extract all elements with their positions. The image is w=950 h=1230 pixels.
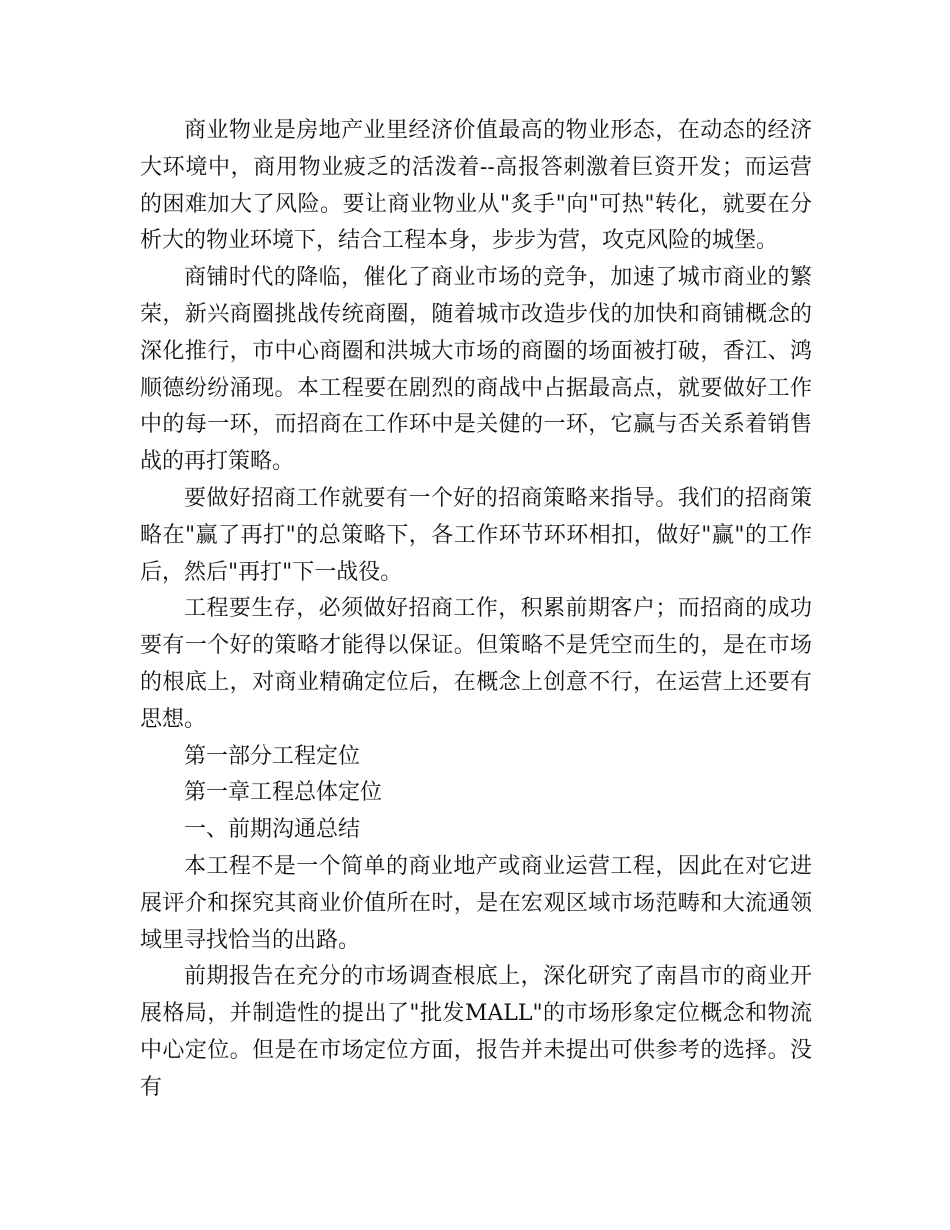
paragraph-shop-era: 商铺时代的降临，催化了商业市场的竞争，加速了城市商业的繁荣，新兴商圈挑战传统商圈，随着城市改造步伐的加快和商铺概念的深化推行，市中心商圈和洪城大市场的商圈的场面被打破，香江、鸿顺德纷纷涌现。本工程要在剧烈的商战中占据最高点，就要做好工作中的每一环，而招商在工作环中是关健的一环，它赢与否关系着销售战的再打策略。 <box>140 265 812 475</box>
paragraph-leasing-strategy: 要做好招商工作就要有一个好的招商策略来指导。我们的招商策略在"赢了再打"的总策略下，各工作环节环环相扣，做好"赢"的工作后，然后"再打"下一战役。 <box>140 485 812 585</box>
paragraph-commercial-property: 商业物业是房地产业里经济价值最高的物业形态，在动态的经济大环境中，商用物业疲乏的活泼着--高报答刺激着巨资开发；而运营的困难加大了风险。要让商业物业从"炙手"向"可热"转化，就要在分析大的物业环境下，结合工程本身，步步为营，攻克风险的城堡。 <box>140 118 812 254</box>
chapter-title: 第一章工程总体定位 <box>184 780 383 806</box>
part-title: 第一部分工程定位 <box>184 743 361 769</box>
paragraph-previous-report: 前期报告在充分的市场调查根底上，深化研究了南昌市的商业开展格局，并制造性的提出了"批发MALL"的市场形象定位概念和物流中心定位。但是在市场定位方面，报告并未提出可供参考的选择。没有 <box>140 964 812 1100</box>
section-title: 一、前期沟通总结 <box>184 817 361 843</box>
document-page <box>140 113 812 1107</box>
paragraph-project-nature: 本工程不是一个简单的商业地产或商业运营工程，因此在对它进展评介和探究其商业价值所在时，是在宏观区域市场范畴和大流通领域里寻找恰当的出路。 <box>140 853 812 953</box>
paragraph-project-survival: 工程要生存，必须做好招商工作，积累前期客户；而招商的成功要有一个好的策略才能得以保证。但策略不是凭空而生的，是在市场的根底上，对商业精确定位后，在概念上创意不行，在运营上还要有思想。 <box>140 596 812 732</box>
